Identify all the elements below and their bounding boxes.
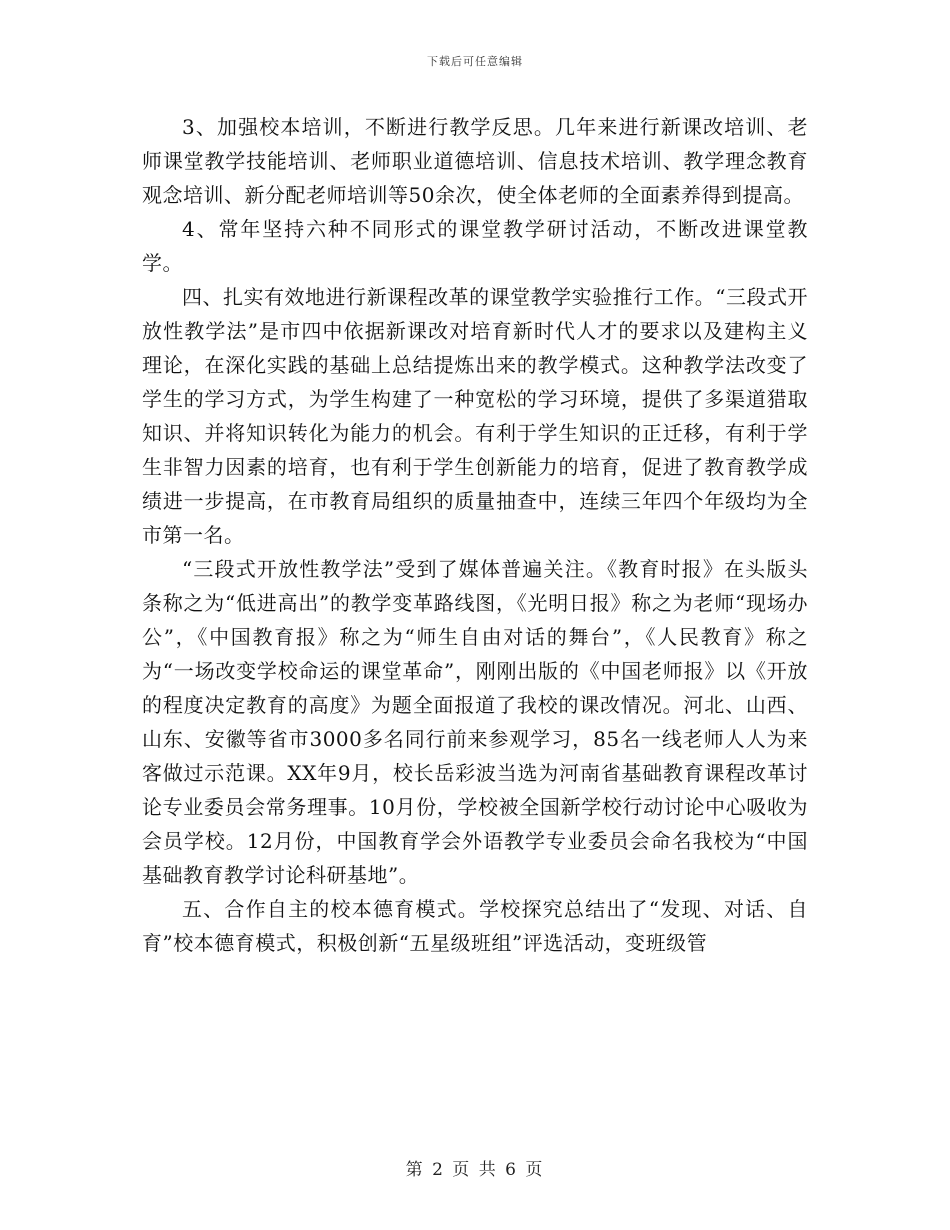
paragraph-3: 四、扎实有效地进行新课程改革的课堂教学实验推行工作。“三段式开放性教学法”是市四中依据新课改对培育新时代人才的要求以及建构主义理论，在深化实践的基础上总结提炼出来的教学模式。这种教学法改变了学生的学习方式，为学生构建了一种宽松的学习环境，提供了多渠道猎取知识、并将知识转化为能力的机会。有利于学生知识的正迁移，有利于学生非智力因素的培育，也有利于学生创新能力的培育，促进了教育教学成绩进一步提高，在市教育局组织的质量抽查中，连续三年四个年级均为全市第一名。 (142, 285, 808, 547)
paragraph-4: “三段式开放性教学法”受到了媒体普遍关注。《教育时报》在头版头条称之为“低进高出”的教学变革路线图，《光明日报》称之为老师“现场办公”，《中国教育报》称之为“师生自由对话的舞台”，《人民教育》称之为“一场改变学校命运的课堂革命”，刚刚出版的《中国老师报》以《开放的程度决定教育的高度》为题全面报道了我校的课改情况。河北、山西、山东、安徽等省市3000多名同行前来参观学习，85名一线老师人人为来客做过示范课。XX年9月，校长岳彩波当选为河南省基础教育课程改革讨论专业委员会常务理事。10月份，学校被全国新学校行动讨论中心吸收为会员学校。12月份，中国教育学会外语教学专业委员会命名我校为“中国基础教育教学讨论科研基地”。 (142, 557, 808, 887)
page-footer: 第 2 页 共 6 页 (405, 1160, 545, 1180)
paragraph-1: 3、加强校本培训，不断进行教学反思。几年来进行新课改培训、老师课堂教学技能培训、老师职业道德培训、信息技术培训、教学理念教育观念培训、新分配老师培训等50余次，使全体老师的全面素养得到提高。 (142, 115, 808, 207)
page-header: 下载后可任意编辑 (427, 55, 523, 68)
paragraph-2: 4、常年坚持六种不同形式的课堂教学研讨活动，不断改进课堂教学。 (142, 217, 808, 275)
document-body (142, 110, 808, 960)
paragraph-5: 五、合作自主的校本德育模式。学校探究总结出了“发现、对话、自育”校本德育模式，积极创新“五星级班组”评选活动，变班级管 (142, 897, 808, 955)
